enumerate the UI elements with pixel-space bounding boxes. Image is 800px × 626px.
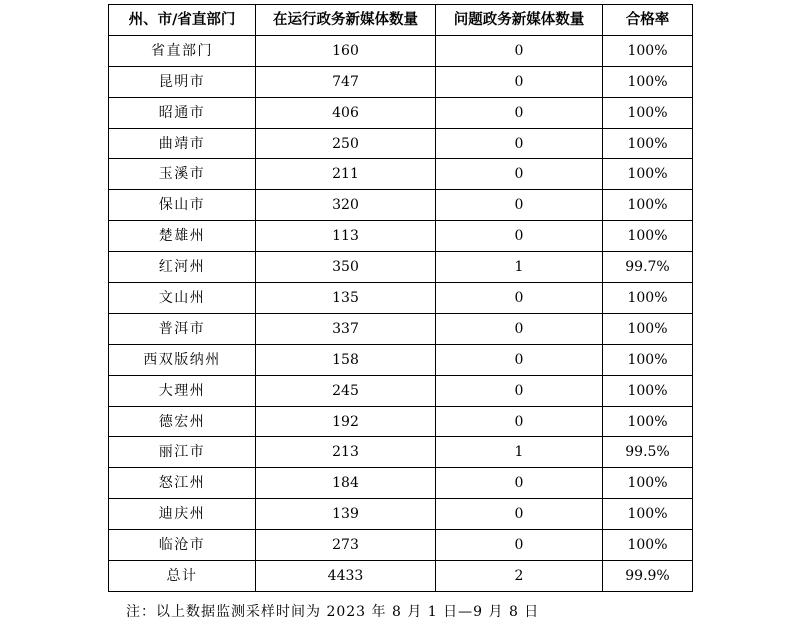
operating-count-cell: 211 [256, 159, 436, 190]
region-cell: 迪庆州 [109, 499, 256, 530]
problem-count-cell: 1 [436, 437, 603, 468]
operating-count-cell: 139 [256, 499, 436, 530]
region-cell: 普洱市 [109, 313, 256, 344]
region-cell: 丽江市 [109, 437, 256, 468]
problem-count-cell: 1 [436, 252, 603, 283]
total-row [109, 561, 693, 592]
operating-count-cell: 184 [256, 468, 436, 499]
pass-rate-cell: 100% [603, 499, 693, 530]
region-cell: 临沧市 [109, 530, 256, 561]
problem-count-cell: 0 [436, 468, 603, 499]
pass-rate-cell: 100% [603, 159, 693, 190]
pass-rate-cell: 100% [603, 375, 693, 406]
operating-count-cell: 350 [256, 252, 436, 283]
region-cell: 怒江州 [109, 468, 256, 499]
region-cell: 省直部门 [109, 35, 256, 66]
pass-rate-cell: 99.7% [603, 252, 693, 283]
operating-count-cell: 4433 [256, 561, 436, 592]
region-cell: 保山市 [109, 190, 256, 221]
problem-count-cell: 0 [436, 375, 603, 406]
problem-count-cell: 2 [436, 561, 603, 592]
pass-rate-cell: 100% [603, 190, 693, 221]
table-row [109, 159, 693, 190]
table-row [109, 437, 693, 468]
region-cell: 楚雄州 [109, 221, 256, 252]
problem-count-cell: 0 [436, 159, 603, 190]
pass-rate-cell: 100% [603, 35, 693, 66]
table-row [109, 499, 693, 530]
column-header-problem-count: 问题政务新媒体数量 [436, 5, 603, 36]
pass-rate-cell: 99.5% [603, 437, 693, 468]
problem-count-cell: 0 [436, 406, 603, 437]
pass-rate-cell: 100% [603, 530, 693, 561]
table-row [109, 128, 693, 159]
problem-count-cell: 0 [436, 499, 603, 530]
table-row [109, 344, 693, 375]
pass-rate-cell: 100% [603, 344, 693, 375]
footnote: 注：以上数据监测采样时间为 2023 年 8 月 1 日—9 月 8 日 [126, 604, 540, 620]
problem-count-cell: 0 [436, 221, 603, 252]
operating-count-cell: 135 [256, 283, 436, 314]
problem-count-cell: 0 [436, 190, 603, 221]
table-row [109, 283, 693, 314]
table-row [109, 530, 693, 561]
column-header-operating-count: 在运行政务新媒体数量 [256, 5, 436, 36]
table-row [109, 375, 693, 406]
problem-count-cell: 0 [436, 283, 603, 314]
problem-count-cell: 0 [436, 97, 603, 128]
region-cell: 德宏州 [109, 406, 256, 437]
table-row [109, 97, 693, 128]
region-cell: 昭通市 [109, 97, 256, 128]
table-row [109, 406, 693, 437]
operating-count-cell: 250 [256, 128, 436, 159]
media-stats-table [108, 4, 693, 592]
region-cell: 总计 [109, 561, 256, 592]
region-cell: 大理州 [109, 375, 256, 406]
table-row [109, 252, 693, 283]
operating-count-cell: 320 [256, 190, 436, 221]
pass-rate-cell: 100% [603, 283, 693, 314]
problem-count-cell: 0 [436, 344, 603, 375]
operating-count-cell: 160 [256, 35, 436, 66]
operating-count-cell: 337 [256, 313, 436, 344]
table-row [109, 468, 693, 499]
pass-rate-cell: 100% [603, 406, 693, 437]
problem-count-cell: 0 [436, 530, 603, 561]
pass-rate-cell: 100% [603, 97, 693, 128]
pass-rate-cell: 100% [603, 128, 693, 159]
region-cell: 文山州 [109, 283, 256, 314]
pass-rate-cell: 100% [603, 66, 693, 97]
region-cell: 西双版纳州 [109, 344, 256, 375]
problem-count-cell: 0 [436, 313, 603, 344]
operating-count-cell: 245 [256, 375, 436, 406]
table-row [109, 35, 693, 66]
operating-count-cell: 406 [256, 97, 436, 128]
pass-rate-cell: 100% [603, 221, 693, 252]
table-row [109, 313, 693, 344]
operating-count-cell: 113 [256, 221, 436, 252]
region-cell: 曲靖市 [109, 128, 256, 159]
operating-count-cell: 273 [256, 530, 436, 561]
table-row [109, 221, 693, 252]
column-header-pass-rate: 合格率 [603, 5, 693, 36]
problem-count-cell: 0 [436, 35, 603, 66]
table-row [109, 66, 693, 97]
pass-rate-cell: 100% [603, 468, 693, 499]
pass-rate-cell: 99.9% [603, 561, 693, 592]
operating-count-cell: 158 [256, 344, 436, 375]
table-header-row [109, 5, 693, 36]
column-header-region: 州、市/省直部门 [109, 5, 256, 36]
problem-count-cell: 0 [436, 66, 603, 97]
operating-count-cell: 747 [256, 66, 436, 97]
region-cell: 玉溪市 [109, 159, 256, 190]
region-cell: 昆明市 [109, 66, 256, 97]
operating-count-cell: 213 [256, 437, 436, 468]
operating-count-cell: 192 [256, 406, 436, 437]
problem-count-cell: 0 [436, 128, 603, 159]
region-cell: 红河州 [109, 252, 256, 283]
pass-rate-cell: 100% [603, 313, 693, 344]
table-row [109, 190, 693, 221]
